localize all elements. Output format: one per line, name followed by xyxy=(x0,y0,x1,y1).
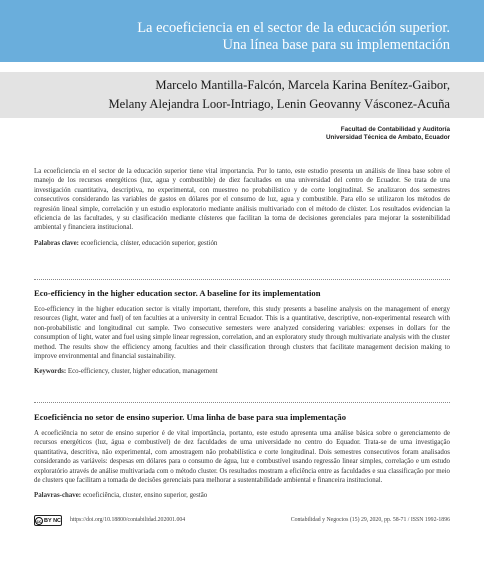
title-banner xyxy=(0,0,484,62)
keywords-portuguese-values: ecoeficiência, cluster, ensino superior, gestão xyxy=(82,492,208,500)
affiliation-university: Universidad Técnica de Ambato, Ecuador xyxy=(326,134,450,141)
authors-bar xyxy=(0,72,484,118)
abstract-spanish-text: La ecoeficiencia en el sector de la educación superior tiene vital importancia. Por lo tanto, este estudio presenta un análisis de línea base sobre el manejo de los recursos energéticos (luz, agua y combustible) de diez facultades en una universidad del centro de Ecuador. Se trata de una investigación cuantitativa, descriptiva, no experimental, con muestreo no probabilístico y de corte longitudinal. Se analizaron dos semestres consecutivos considerando las variables de gastos en dólares por el consumo de luz, agua y combustible. Para ello se utilizaron los métodos de regresión lineal simple, correlación y un estudio exploratorio mediante análisis multivariado con el método de clúster. Los resultados evidencian la eficiencia de las facultades, y su clasificación mediante clústeres que facilitan la toma de decisiones gerenciales para mejorar la sostenibilidad ambiental y financiera institucional. xyxy=(34,168,450,232)
keywords-spanish-values: ecoeficiencia, clúster, educación superior, gestión xyxy=(80,239,218,247)
keywords-portuguese xyxy=(34,491,450,500)
keywords-spanish xyxy=(34,239,450,248)
section-divider xyxy=(34,402,450,403)
authors-line-2: Melany Alejandra Loor-Intriago, Lenin Geovanny Vásconez-Acuña xyxy=(108,97,450,111)
keywords-spanish-label: Palabras clave: xyxy=(34,239,79,247)
abstract-english-text: Eco-efficiency in the higher education sector is vitally important, therefore, this study presents a baseline analysis on the management of energy resources (light, water and fuel) of ten faculties at a university in central Ecuador. This is a quantitative, descriptive, non-experimental research with non-probabilistic and longitudinal cut sample. Two consecutive semesters were analyzed considering variables: expenses in dollars for the consumption of light, water and fuel using simple linear regression, correlation, and an exploratory study through multivariate analysis with the cluster method. The results show the efficiency among faculties and their classification through clusters that facilitate management decision making to improve environmental and financial sustainability. xyxy=(34,306,450,361)
keywords-english-label: Keywords: xyxy=(34,368,67,376)
abstract-spanish xyxy=(34,167,450,248)
abstract-portuguese xyxy=(34,412,450,501)
affiliation xyxy=(326,126,450,142)
abstract-portuguese-text: A ecoeficiência no setor de ensino superior é de vital importância, portanto, este estudo apresenta uma análise básica sobre o gerenciamento de recursos energéticos (luz, água e combustível) de dez faculdades de uma universidade no centro do Equador. Trata-se de uma investigação quantitativa, descritiva, não experimental, com amostragem não probabilística e corte longitudinal. Dois semestres consecutivos foram analisados considerando as variáveis: despesas em dólares para o consumo de água, luz e combustível usando regressão linear simples, correlação e um estudo exploratório através de análise multivariada com o método cluster. Os resultados mostram a eficiência entre as faculdades e sua classificação por meio de clusters que facilitam a tomada de decisões gerenciais para melhorar a sustentabilidade ambiental e financeira institucional. xyxy=(34,430,450,485)
journal-citation: Contabilidad y Negocios (15) 29, 2020, pp. 58-71 / ISSN 1992-1896 xyxy=(290,517,450,523)
page-footer xyxy=(34,513,450,529)
keywords-portuguese-label: Palavras-chave: xyxy=(34,492,82,500)
cc-icon: cc xyxy=(36,518,42,524)
affiliation-faculty: Facultad de Contabilidad y Auditoría xyxy=(340,126,450,133)
abstract-portuguese-heading: Ecoeficiência no setor de ensino superior. Uma linha de base para sua implementação xyxy=(34,412,346,422)
license-type: BY NC xyxy=(44,518,62,524)
keywords-english xyxy=(34,367,450,376)
creative-commons-license-badge[interactable] xyxy=(34,515,62,526)
keywords-english-values: Eco-efficiency, cluster, higher education, management xyxy=(67,368,218,376)
article-title-line-2: Una línea base para su implementación xyxy=(222,37,450,53)
abstract-english xyxy=(34,288,450,377)
doi-link[interactable]: https://doi.org/10.18800/contabilidad.202001.004 xyxy=(70,517,186,523)
article-title-line-1: La ecoeficiencia en el sector de la educación superior. xyxy=(137,20,450,36)
section-divider xyxy=(34,279,450,280)
abstract-english-heading: Eco-efficiency in the higher education sector. A baseline for its implementation xyxy=(34,288,321,298)
authors-line-1: Marcelo Mantilla-Falcón, Marcela Karina Benítez-Gaibor, xyxy=(155,78,450,92)
